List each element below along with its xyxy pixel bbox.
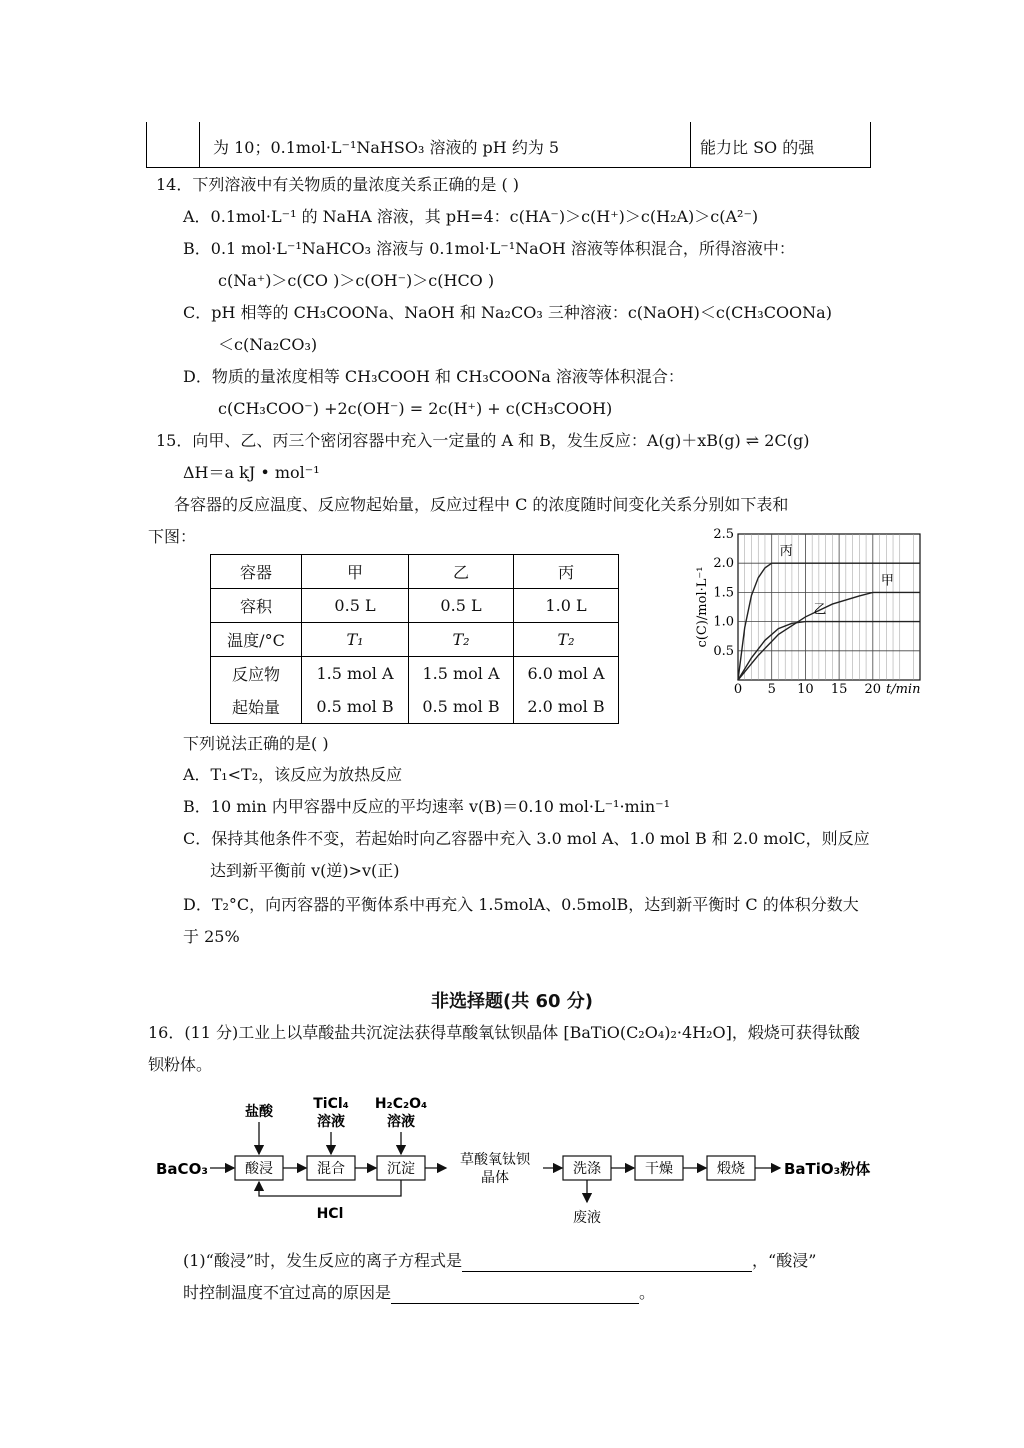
- table-row: [211, 589, 619, 623]
- q15-option-d-line1: D．T₂°C，向丙容器的平衡体系中再充入 1.5molA、0.5molB，达到新平衡时 C 的体积分数大: [183, 895, 859, 914]
- q14-option-b-line1: B．0.1 mol·L⁻¹NaHCO₃ 溶液与 0.1mol·L⁻¹NaOH 溶液等体积混合，所得溶液中：: [183, 239, 795, 258]
- table-cell: T₁: [302, 623, 409, 657]
- chart-series-label: 丙: [779, 544, 793, 560]
- chart-x-tick-label: 0: [733, 682, 743, 695]
- flow-input-label: H₂C₂O₄: [374, 1096, 428, 1112]
- table-cell: 容积: [211, 589, 302, 623]
- table-row: [211, 623, 619, 657]
- q15-stem-line3: 各容器的反应温度、反应物起始量，反应过程中 C 的浓度随时间变化关系分别如下表和: [174, 495, 789, 514]
- q16-sub1-text: 时控制温度不宜过高的原因是: [183, 1283, 392, 1302]
- table-cell: 反应物: [211, 657, 302, 691]
- table-cell: 2.0 mol B: [514, 690, 619, 724]
- chart-x-tick-label: 5: [767, 682, 776, 695]
- q16-stem-line2: 钡粉体。: [148, 1055, 213, 1074]
- flow-box-label: 混合: [317, 1161, 345, 1177]
- table-cell: T₂: [409, 623, 514, 657]
- q15-option-c-line2: 达到新平衡前 v(逆)>v(正): [210, 861, 400, 880]
- concentration-time-chart: [690, 520, 940, 695]
- q14-option-c-line2: ＜c(Na₂CO₃): [218, 335, 318, 354]
- q16-stem-line1: 16．(11 分)工业上以草酸盐共沉淀法获得草酸氧钛钡晶体 [BaTiO(C₂O₄)₂·4H₂O]，煅烧可获得钛酸: [148, 1023, 860, 1042]
- section-title: 非选择题(共 60 分): [430, 991, 594, 1012]
- table-cell: 0.5 L: [302, 589, 409, 623]
- table-divider: [690, 122, 691, 167]
- flow-end-label: BaTiO₃粉体: [784, 1160, 871, 1178]
- chart-series-line: [738, 592, 920, 680]
- flow-recycle-label: HCl: [316, 1206, 344, 1222]
- flow-box-label: 煅烧: [717, 1161, 745, 1177]
- table-cell: 6.0 mol A: [514, 657, 619, 691]
- flow-input-label: 溶液: [387, 1114, 415, 1130]
- flow-box-label: 沉淀: [387, 1161, 415, 1177]
- q15-prompt: 下列说法正确的是( ): [183, 734, 329, 753]
- q16-sub1-text: ，“酸浸”: [752, 1251, 817, 1270]
- table-row: [211, 690, 619, 724]
- chart-y-tick-label: 0.5: [713, 643, 734, 659]
- table-cell: 1.0 L: [514, 589, 619, 623]
- q15-stem-line1: 15．向甲、乙、丙三个密闭容器中充入一定量的 A 和 B，发生反应：A(g)＋xB(g) ⇌ 2C(g): [156, 431, 810, 450]
- q14-option-b-line2: c(Na⁺)＞c(CO )＞c(OH⁻)＞c(HCO ): [218, 271, 495, 290]
- table-cell: 起始量: [211, 690, 302, 724]
- q14-stem: 14．下列溶液中有关物质的量浓度关系正确的是 ( ): [156, 175, 520, 194]
- process-flow-diagram: [150, 1090, 890, 1230]
- chart-x-tick-label: 15: [830, 682, 848, 695]
- table-cell-text: 为 10；0.1mol·L⁻¹NaHSO₃ 溶液的 pH 约为 5: [213, 138, 560, 157]
- table-cell: 温度/°C: [211, 623, 302, 657]
- chart-y-tick-label: 2.5: [713, 527, 734, 542]
- chart-x-tick-label: 10: [797, 682, 814, 695]
- table-cell: 0.5 mol B: [409, 690, 514, 724]
- q14-option-a: A．0.1mol·L⁻¹ 的 NaHA 溶液，其 pH=4：c(HA⁻)＞c(H⁺)＞c(H₂A)＞c(A²⁻): [183, 207, 759, 226]
- top-table-row: [146, 122, 871, 168]
- table-cell: 甲: [302, 555, 409, 589]
- table-cell: 乙: [409, 555, 514, 589]
- table-row: [211, 657, 619, 691]
- chart-y-tick-label: 1.5: [713, 585, 734, 601]
- answer-blank[interactable]: [462, 1271, 752, 1272]
- table-cell: 0.5 mol B: [302, 690, 409, 724]
- q14-option-c-line1: C．pH 相等的 CH₃COONa、NaOH 和 Na₂CO₃ 三种溶液：c(NaOH)＜c(CH₃COONa): [183, 303, 832, 322]
- flow-input-label: TiCl₄: [313, 1096, 349, 1112]
- q15-stem-line2: ΔH＝a kJ • mol⁻¹: [183, 463, 320, 482]
- flow-intermediate-label: 晶体: [481, 1170, 509, 1186]
- q16-sub1-text: (1)“酸浸”时，发生反应的离子方程式是: [183, 1251, 463, 1270]
- q14-option-d-line1: D．物质的量浓度相等 CH₃COOH 和 CH₃COONa 溶液等体积混合：: [183, 367, 684, 386]
- chart-frame: [738, 534, 920, 680]
- chart-y-axis-label: c(C)/mol·L⁻¹: [695, 566, 710, 648]
- q16-sub1-line2: [183, 1282, 655, 1304]
- chart-y-tick-label: 2.0: [713, 556, 734, 572]
- flow-waste-label: 废液: [573, 1210, 601, 1226]
- q16-sub1-text: 。: [639, 1283, 656, 1302]
- q15-option-b: B．10 min 内甲容器中反应的平均速率 v(B)＝0.10 mol·L⁻¹·min⁻¹: [183, 797, 670, 816]
- table-cell: 0.5 L: [409, 589, 514, 623]
- table-cell: T₂: [514, 623, 619, 657]
- chart-series-label: 甲: [880, 573, 894, 589]
- table-row: [211, 555, 619, 589]
- flow-input-label: 溶液: [317, 1114, 345, 1130]
- q15-stem-line4: 下图：: [148, 527, 197, 546]
- reaction-conditions-table: [210, 554, 619, 724]
- table-cell: 丙: [514, 555, 619, 589]
- q15-option-c-line1: C．保持其他条件不变，若起始时向乙容器中充入 3.0 mol A、1.0 mol B 和 2.0 molC，则反应: [183, 829, 870, 848]
- table-cell: 1.5 mol A: [302, 657, 409, 691]
- flow-recycle-arrow: [259, 1180, 401, 1196]
- chart-x-tick-label: 20: [864, 682, 882, 695]
- table-cell: 容器: [211, 555, 302, 589]
- table-divider: [199, 122, 200, 167]
- flow-input-label: 盐酸: [245, 1104, 273, 1120]
- q15-option-d-line2: 于 25%: [183, 927, 240, 946]
- answer-blank[interactable]: [391, 1303, 639, 1304]
- chart-x-axis-label: t/min: [886, 682, 921, 695]
- q15-option-a: A．T₁<T₂，该反应为放热反应: [183, 765, 403, 784]
- table-cell: 1.5 mol A: [409, 657, 514, 691]
- chart-series-label: 乙: [813, 602, 827, 618]
- flow-box-label: 干燥: [645, 1161, 673, 1177]
- table-cell-text: 能力比 SO 的强: [700, 138, 815, 157]
- q14-option-d-line2: c(CH₃COO⁻) +2c(OH⁻) = 2c(H⁺) + c(CH₃COOH): [218, 399, 613, 418]
- q16-sub1-line1: [183, 1250, 816, 1272]
- chart-y-tick-label: 1.0: [713, 614, 734, 630]
- flow-start-label: BaCO₃: [156, 1160, 208, 1178]
- flow-intermediate-label: 草酸氧钛钡: [460, 1152, 530, 1168]
- flow-box-label: 洗涤: [573, 1161, 601, 1177]
- flow-box-label: 酸浸: [245, 1161, 273, 1177]
